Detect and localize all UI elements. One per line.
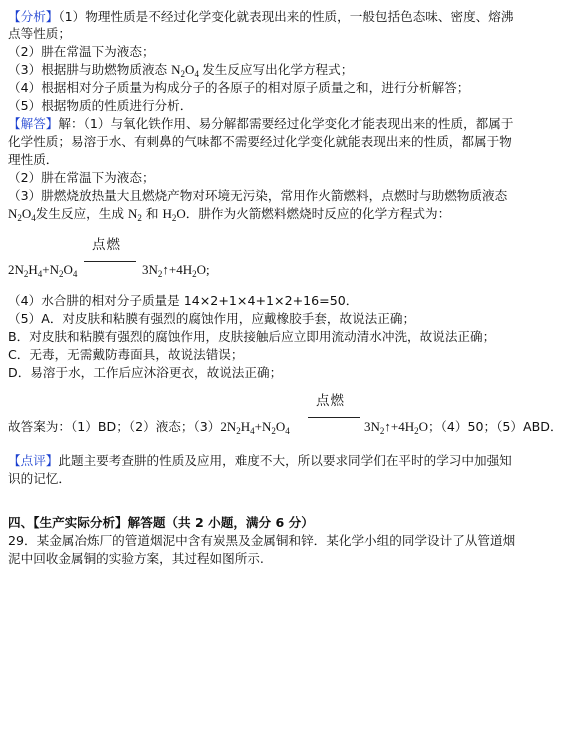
reaction-condition: 点燃 [92,237,121,253]
solution-text-3b: 发生反应，生成 [35,206,128,221]
solution-text-3b-and: 和 [141,206,163,221]
solution-line-5b: B．对皮肤和粘膜有强烈的腐蚀作用，皮肤接触后应立即用流动清水冲洗，故说法正确； [8,329,496,344]
solution-line-5c: C．无毒，无需戴防毒面具，故说法错误； [8,347,244,362]
solution-line-3b [8,205,450,227]
question-line-1: 29．某金属冶炼厂的管道烟泥中含有炭黑及金属铜和锌．某化学小组的同学设计了从管道烟 [8,533,516,548]
comment-line-1 [8,452,512,469]
analysis-line-5: （5）根据物质的性质进行分析． [8,98,193,113]
analysis-line-1b: 点等性质； [8,26,71,41]
solution-tag: 【解答】 [8,116,59,131]
analysis-tag: 【分析】 [8,9,59,24]
analysis-line-4: （4）根据相对分子质量为构成分子的各原子的相对原子质量之和，进行分析解答； [8,80,470,95]
analysis-text-3a: （3）根据肼与助燃物质液态 [8,62,172,77]
section-title: 四、【生产实际分析】解答题（共 2 小题，满分 6 分） [8,515,314,530]
answer-products: $3N_2↑+4H_2O$ [364,419,429,436]
comment-tag: 【点评】 [8,453,59,468]
answer-reaction-condition: 点燃 [316,393,345,409]
solution-text-1a: 解：（1）与氧化铁作用、易分解都需要经过化学变化才能表现出来的性质，都属于 [58,116,514,131]
solution-line-2: （2）肼在常温下为液态； [8,170,155,185]
formula-n2o4: $N_2O_4$ [171,62,199,79]
solution-line-5d: D．易溶于水，工作后应沐浴更衣，故说法正确； [8,365,283,380]
answer-line-tail [364,418,563,440]
formula-n2: $N_2$ [127,206,142,223]
equation-products: $3N_2↑+4H_2O$; [142,262,210,279]
answer-line [8,418,290,440]
answer-reactants: $2N_2H_4+N_2O_4$ [220,419,290,436]
solution-line-1c: 理性质． [8,152,59,167]
solution-line-5a: （5）A．对皮肤和粘膜有强烈的腐蚀作用，应戴橡胶手套，故说法正确； [8,311,416,326]
comment-text-1: 此题主要考查肼的性质及应用，难度不大，所以要求同学们在平时的学习中加强知 [58,453,512,468]
analysis-line-2: （2）肼在常温下为液态； [8,44,155,59]
analysis-line-1 [8,8,513,25]
answer-reaction-arrow-bar [308,417,360,418]
solution-line-4: （4）水合肼的相对分子质量是 14×2+1×4+1×2+16=50． [8,293,359,308]
formula-n2o4-2: $N_2O_4$ [8,206,36,223]
comment-line-2: 识的记忆． [8,471,71,486]
answer-prefix: 故答案为：（1）BD；（2）液态；（3） [8,419,221,434]
formula-h2o: $H_2O$ [162,206,186,223]
reaction-arrow-bar [84,261,136,262]
analysis-text-3b: 发生反应写出化学方程式； [202,62,354,77]
solution-line-1 [8,115,513,132]
solution-text-3b-tail: ．肼作为火箭燃料燃烧时反应的化学方程式为： [185,206,451,221]
analysis-text-1a: （1）物理性质是不经过化学变化就表现出来的性质，一般包括色态味、密度、熔沸 [58,9,514,24]
answer-mid: ；（4）50；（5）ABD． [428,419,563,434]
solution-line-1b: 化学性质；易溶于水、有刺鼻的气味都不需要经过化学变化就能表现出来的性质，都属于物 [8,134,512,149]
equation-reactants: $2N_2H_4+N_2O_4$ [8,262,78,279]
question-line-2: 泥中回收金属铜的实验方案，其过程如图所示. [8,551,264,566]
solution-line-3a: （3）肼燃烧放热量大且燃烧产物对环境无污染，常用作火箭燃料，点燃时与助燃物质液态 [8,188,508,203]
